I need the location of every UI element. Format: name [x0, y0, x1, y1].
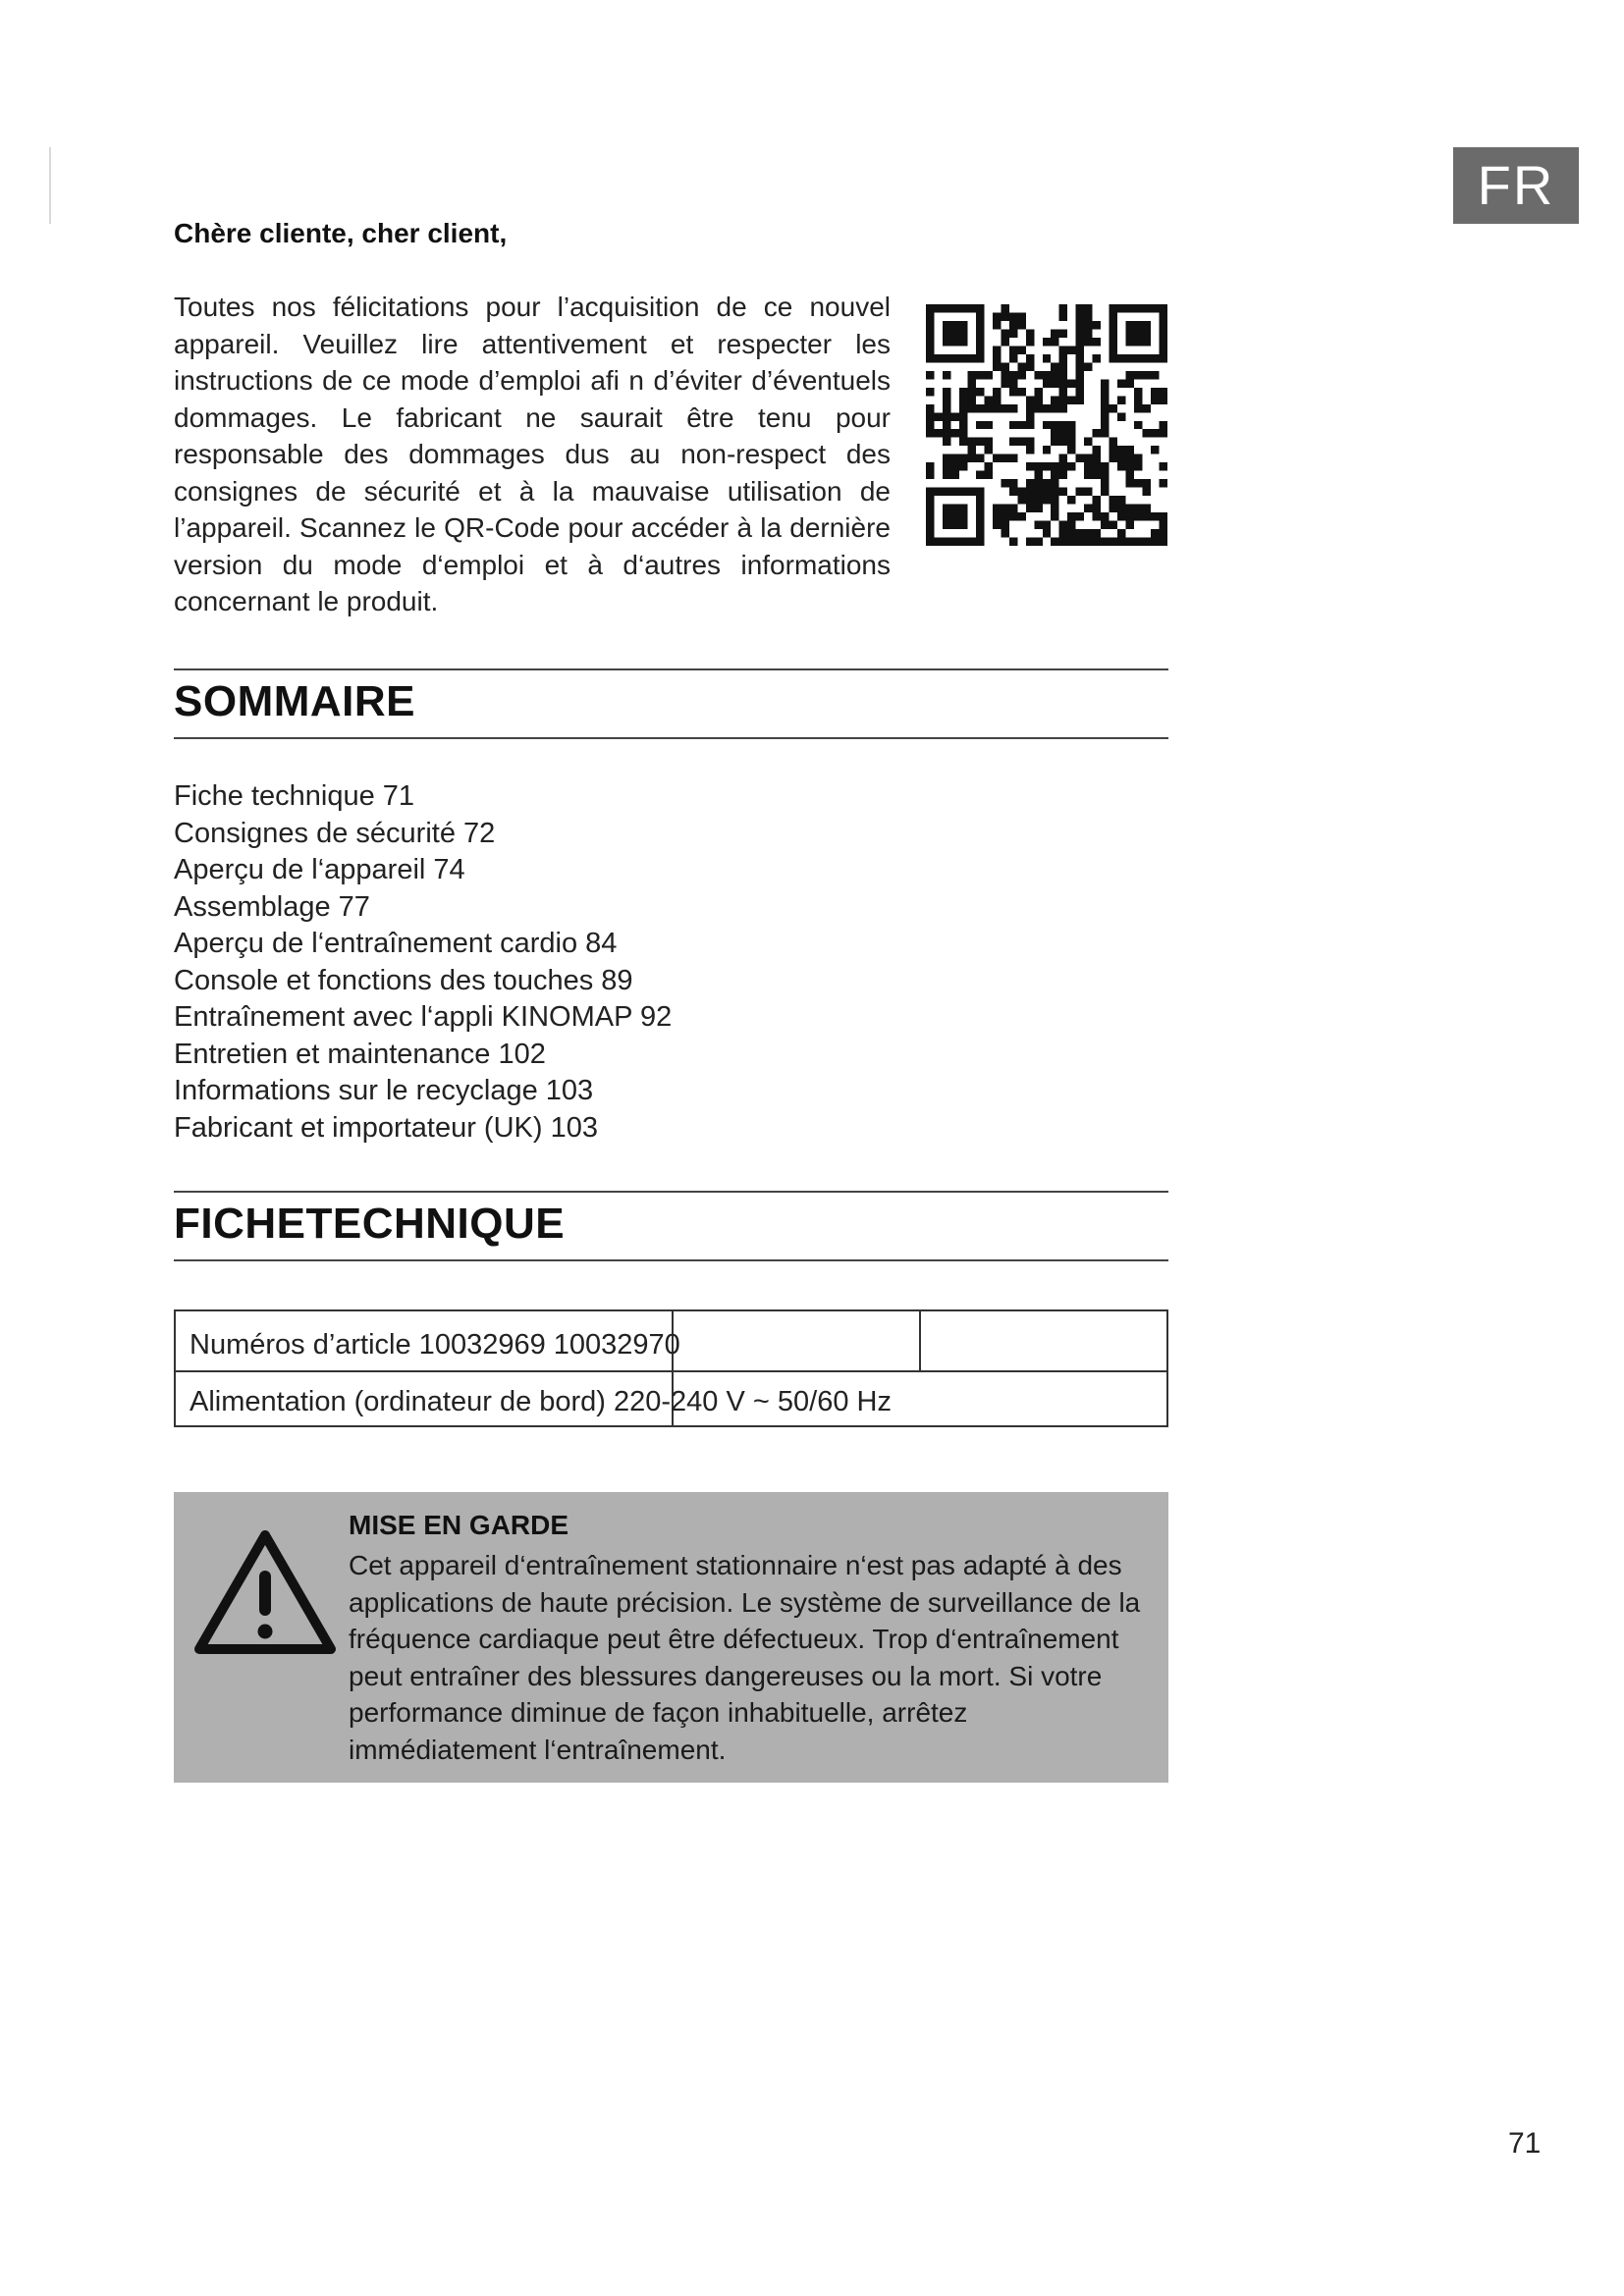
- spec-title: FICHETECHNIQUE: [174, 1200, 566, 1248]
- greeting: Chère cliente, cher client,: [174, 218, 508, 248]
- toc-item[interactable]: Fabricant et importateur (UK) 103: [174, 1111, 598, 1144]
- toc-item[interactable]: Informations sur le recyclage 103: [174, 1075, 594, 1106]
- spec-rule-bottom: [174, 1259, 1168, 1261]
- margin-rule: [49, 147, 51, 224]
- warning-triangle-icon: [191, 1527, 339, 1657]
- qr-code[interactable]: [926, 304, 1167, 546]
- toc-item[interactable]: Aperçu de l‘appareil 74: [174, 854, 465, 885]
- summary-rule-top: [174, 668, 1168, 670]
- toc-item[interactable]: Aperçu de l‘entraînement cardio 84: [174, 928, 618, 959]
- toc-item[interactable]: Assemblage 77: [174, 890, 370, 923]
- spec-table-col-divider: [919, 1311, 921, 1370]
- table-of-contents: [174, 778, 672, 1147]
- toc-item[interactable]: Fiche technique 71: [174, 780, 415, 812]
- spec-row-article-numbers: Numéros d’article 10032969 10032970: [189, 1329, 680, 1361]
- warning-box: [174, 1492, 1168, 1783]
- intro-paragraph: Toutes nos félicitations pour l’acquisition de ce nouvel appareil. Veuillez lire attentivement et respecter les instructions de ce mode d’emploi afi n d’éviter d’éventuels dommages. Le fabricant ne saurait être tenu pour responsable des dommages dus au non-respect des consignes de sécurité et à la mauvaise utilisation de l’appareil. Scannez le QR-Code pour accéder à la dernière version du mode d‘emploi et à d‘autres informations concernant le produit.: [174, 292, 891, 616]
- toc-item[interactable]: Consignes de sécurité 72: [174, 817, 496, 849]
- toc-item[interactable]: Entretien et maintenance 102: [174, 1038, 546, 1070]
- spec-table: [174, 1309, 1168, 1427]
- language-tab: FR: [1453, 147, 1579, 224]
- warning-text: Cet appareil d‘entraînement stationnaire n‘est pas adapté à des applications de haute précision. Le système de surveillance de la fréquence cardiaque peut être défectueux. Trop d‘entraînement peut entraîner des blessures dangereuses ou la mort. Si votre performance diminue de façon inhabituelle, arrêtez immédiatement l‘entraînement.: [349, 1550, 1141, 1765]
- page-number: 71: [1508, 2127, 1542, 2160]
- spec-rule-top: [174, 1191, 1168, 1193]
- warning-title: MISE EN GARDE: [349, 1510, 569, 1540]
- toc-item[interactable]: Entraînement avec l‘appli KINOMAP 92: [174, 1001, 673, 1033]
- toc-item[interactable]: Console et fonctions des touches 89: [174, 964, 633, 996]
- summary-title: SOMMAIRE: [174, 677, 415, 725]
- summary-rule-bottom: [174, 737, 1168, 739]
- spec-row-power-supply: Alimentation (ordinateur de bord) 220-240 V ~ 50/60 Hz: [189, 1386, 892, 1417]
